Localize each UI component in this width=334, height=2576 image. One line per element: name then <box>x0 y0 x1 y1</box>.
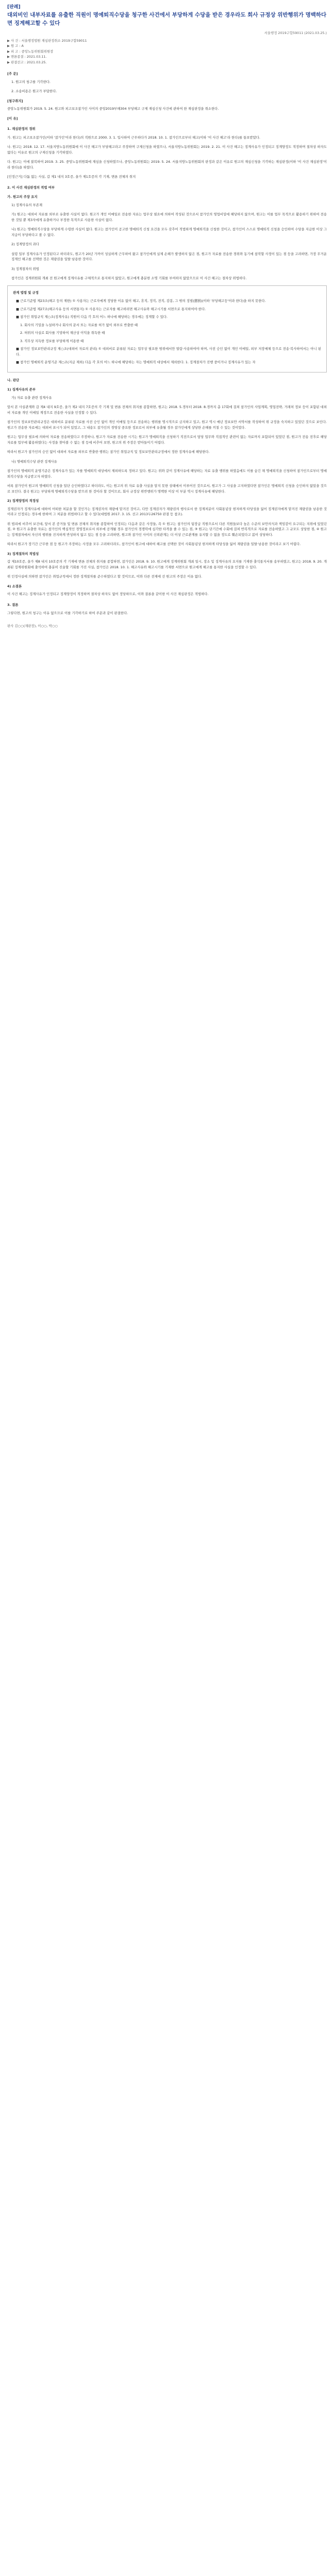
meta-closing: ▶ 변론종결 : 2021.03.11. <box>7 55 47 59</box>
order-item: 2. 소송비용은 원고가 부담한다. <box>11 89 57 93</box>
claim-title: [청구취지] <box>7 98 23 103</box>
box-item: ■ 참가인 취업규칙 제○조(징계사유) 직원이 다음 각 호의 어느 하나에 해당하는 경우에는 징계할 수 있다. <box>16 315 168 319</box>
paragraph: 1) 징계사유의 부존재 <box>11 202 43 207</box>
paragraph: 위 인정사실에 의하면 참가인은 취업규칙에서 정한 징계절차를 준수하였다고 할 것이므로, 이와 다른 전제에 선 원고의 주장은 이유 없다. <box>7 574 203 579</box>
paragraph: 다. 원고는 이에 불복하여 2019. 3. 25. 중앙노동위원회에 재심을 신청하였으나, 중앙노동위원회는 2019. 5. 24. 서울지방노동위원회의 판정과 같은 이유로 원고의 재심신청을 기각하는 재심판정(이하 '이 사건 재심판정'이라 한다)을 하였다. <box>7 160 327 170</box>
case-meta <box>7 38 327 65</box>
paragraph: 갑 제10호증, 을가 제8 내지 10호증의 각 기재에 변론 전체의 취지를 종합하면, 참가인은 2018. 9. 10. 원고에게 징계위원회 개최 일시, 장소 및 징계사유의 요지를 기재한 출석통지서를 송부하였고, 원고는 2018. 9. 20. 개최된 징계위원회에 출석하여 충분히 진술할 기회를 가진 사실, 참가인은 2018. 10. 1. 해고사유와 해고시기를 기재한 서면으로 원고에게 해고를 통지한 사실을 인정할 수 있다. <box>7 560 327 569</box>
section-heading: 3. 결론 <box>7 602 19 607</box>
paragraph: 따라서 원고가 장기간 근무한 점 등 원고가 주장하는 사정을 모두 고려하더라도, 참가인이 원고에 대하여 해고를 선택한 것이 사회통념상 현저하게 타당성을 잃어 재량권을 일탈·남용한 것이라고 보기 어렵다. <box>7 542 301 546</box>
meta-plaintiff: ▶ 원 고 : A <box>7 44 24 48</box>
box-item: ■ 참가인 정보보안관리규정 제○조(대외비 자료의 관리) ① 대외비로 분류된 자료는 업무상 필요한 범위에서만 열람·사용하여야 하며, 사전 승인 없이 개인 이메일, 외부 저장매체 등으로 전송·복사하여서는 아니 된다. <box>16 347 321 357</box>
paragraph: 위 법리에 비추어 보건대, 앞서 본 증거들 및 변론 전체의 취지를 종합하여 인정되는 다음과 같은 사정들, 즉 ① 원고는 참가인의 팀장급 직원으로서 다른 직원들보다 높은 수준의 보안의식과 책임감이 요구되는 지위에 있었던 점, ② 원고가 유출한 자료는 참가인의 핵심적인 경영정보로서 외부에 공개될 경우 참가인의 경쟁력에 심각한 타격을 줄 수 있는 점, ③ 원고는 단기간에 수회에 걸쳐 반복적으로 자료를 전송하였고 그 규모도 상당한 점, ④ 원고는 징계절차에서 자신의 행위를 진지하게 반성하지 않고 있는 점 등을 고려하면, 원고와 참가인 사이의 신뢰관계는 더 이상 근로관계를 유지할 수 없을 정도로 훼손되었다고 봄이 상당하다. <box>7 521 327 537</box>
claim-text: 중앙노동위원회가 2019. 5. 24. 원고와 피고보조참가인 사이의 중앙2019부해304 부당해고 구제 재심신청 사건에 관하여 한 재심판정을 취소한다. <box>7 107 219 111</box>
paragraph: 이 사건 해고는 징계사유가 인정되고 징계양정이 적정하며 절차상 하자도 없어 정당하므로, 이와 결론을 같이한 이 사건 재심판정은 적법하다. <box>7 592 209 596</box>
section-heading: 2. 이 사건 재심판정의 적법 여부 <box>7 185 55 190</box>
document-tag: [판례] <box>7 5 21 10</box>
judges-line: 판사 김○○(재판장), 이○○, 박○○ <box>7 623 58 628</box>
paragraph: 참가인은 징계위원회 개최 전 원고에게 징계사유를 구체적으로 통지하지 않았고, 원고에게 충분한 소명 기회를 부여하지 않았으므로 이 사건 해고는 절차상 위법하다. <box>11 276 247 280</box>
sub-heading: 1) 징계사유의 존부 <box>7 387 36 392</box>
box-item: ■ 근로기준법 제27조(해고사유 등의 서면통지) ① 사용자는 근로자를 해고하려면 해고사유와 해고시기를 서면으로 통지하여야 한다. <box>16 307 206 311</box>
paragraph: 가) 원고는 대외비 자료를 외부로 유출한 사실이 없다. 원고가 개인 이메일로 전송한 자료는 업무상 필요에 의하여 작성된 것으로서 참가인의 영업비밀에 해당하지 않으며, 원고는 이를 업무 목적으로 활용하기 위하여 전송한 것일 뿐 제3자에게 유출하거나 부정한 목적으로 사용한 사실이 없다. <box>11 212 327 222</box>
paragraph: 그렇다면, 원고의 청구는 이유 없으므로 이를 기각하기로 하여 주문과 같이 판결한다. <box>7 611 128 615</box>
case-number: 서울행정 2019구합59011 (2021.03.25.) <box>264 31 327 35</box>
sub-heading: 2) 징계양정의 적정성 <box>7 499 39 503</box>
order-title: [주 문] <box>7 72 18 76</box>
meta-defendant: ▶ 피 고 : 중앙노동위원회위원장 <box>7 49 54 54</box>
box-title: 관계 법령 및 규정 <box>13 290 39 295</box>
paragraph: [인정근거] 다툼 없는 사실, 갑 제1 내지 3호증, 을가 제1호증의 각 기재, 변론 전체의 취지 <box>7 175 136 179</box>
paragraph: 참가인의 명예퇴직 운영기준은 징계사유가 있는 자를 명예퇴직 대상에서 제외하도록 정하고 있다. 원고는 위와 같이 징계사유에 해당하는 자료 유출 행위를 하였음에도 이를 숨긴 채 명예퇴직을 신청하여 참가인으로부터 명예퇴직수당을 지급받고자 하였다. <box>7 469 327 479</box>
section-heading: 1. 재심판정의 경위 <box>7 127 36 131</box>
sub-heading: 가. 원고의 주장 요지 <box>7 195 38 199</box>
box-item: 3. 직무상 지득한 정보를 부당하게 이용한 때 <box>20 338 84 343</box>
sub-heading: 3) 징계절차의 적법성 <box>7 551 39 556</box>
paragraph: 앞서 본 사실관계와 갑 제4 내지 9호증, 을가 제2 내지 7호증의 각 기재 및 변론 전체의 취지를 종합하면, 원고는 2018. 5.경부터 2018. 8.경까지 총 17회에 걸쳐 참가인의 사업계획, 영업전략, 거래처 정보 등이 포함된 대외비 자료를 개인 이메일 계정으로 전송한 사실을 인정할 수 있다. <box>7 405 327 415</box>
paragraph: 2) 징계양정의 과다 <box>11 242 39 246</box>
sub-heading: 나. 판단 <box>7 378 20 382</box>
box-item: ■ 근로기준법 제23조(해고 등의 제한) ① 사용자는 근로자에게 정당한 이유 없이 해고, 휴직, 정직, 전직, 감봉, 그 밖의 징벌(懲罰)(이하 '부당해고등'이라 한다)을 하지 못한다. <box>16 299 266 303</box>
box-item: 2. 허위의 사실로 회사를 기망하여 재산상 이익을 취득한 때 <box>20 331 105 335</box>
meta-case: ▶ 사 건 : 서울행정법원 재심판정취소 2019구합59011 <box>7 38 87 43</box>
sub-heading: 4) 소결론 <box>7 584 22 588</box>
box-item: 1. 회사의 기밀을 누설하거나 회사의 문서 또는 자료를 허가 없이 외부로 반출한 때 <box>20 323 138 327</box>
law-reference-box <box>7 285 327 372</box>
paragraph: 비록 참가인이 원고의 명예퇴직 신청을 일단 승인하였다고 하더라도, 이는 원고의 위 자료 유출 사실을 알지 못한 상태에서 이루어진 것으로서, 원고가 그 사실을 고지하였다면 참가인은 명예퇴직 신청을 승인하지 않았을 것으로 보인다. 결국 원고는 부당하게 명예퇴직수당을 받으려 한 것이라 할 것이므로, 회사 규정상 위반행위가 명백한 이상 이 부분 역시 징계사유에 해당한다. <box>7 484 327 494</box>
order-item: 1. 원고의 청구를 기각한다. <box>11 79 51 84</box>
paragraph: 나. 원고는 2018. 12. 17. 서울지방노동위원회에 이 사건 해고가 부당해고라고 주장하며 구제신청을 하였으나, 서울지방노동위원회는 2019. 2. 21. 이 사건 해고는 징계사유가 인정되고 징계양정도 적정하며 절차상 하자도 없다는 이유로 원고의 구제신청을 기각하였다. <box>7 145 327 155</box>
paragraph: 가. 원고는 피고보조참가인(이하 '참가인'이라 한다)의 직원으로 2000. 3. 1. 입사하여 근무하다가 2018. 10. 1. 참가인으로부터 해고(이하 '이 사건 해고'라 한다)를 통보받았다. <box>7 135 260 140</box>
paragraph: 따라서 원고가 참가인의 승인 없이 대외비 자료를 외부로 반출한 행위는 참가인 취업규칙 및 정보보안관리규정에서 정한 징계사유에 해당한다. <box>7 450 210 454</box>
paragraph: 설령 일부 징계사유가 인정된다고 하더라도, 원고가 20년 가까이 성실하게 근무하여 왔고 참가인에게 실제 손해가 발생하지 않은 점, 원고가 자료를 전송한 경위와 동기에 참작할 사정이 있는 점 등을 고려하면, 가장 무거운 징계인 해고를 선택한 것은 재량권을 일탈·남용한 것이다. <box>11 251 327 261</box>
paragraph: 나) 원고는 명예퇴직수당을 부당하게 수령한 사실이 없다. 원고는 참가인이 공고한 명예퇴직 신청 요건을 모두 갖추어 적법하게 명예퇴직을 신청한 것이고, 참가인이 스스로 명예퇴직 신청을 승인하여 수당을 지급한 이상 그 지급이 부당하다고 볼 수 없다. <box>11 227 327 237</box>
document-title: 대외비인 내부자료를 유출한 직원이 명예퇴직수당을 청구한 사건에서 부당하게 수당을 받은 경우라도 회사 규정상 위반행위가 명백하다면 징계해고할 수 있다 <box>7 12 327 26</box>
reason-title: [이 유] <box>7 116 18 121</box>
paragraph: 징계권자가 징계사유에 대하여 어떠한 처분을 할 것인가는 징계권자의 재량에 맡겨진 것이고, 다만 징계권자가 재량권의 행사로서 한 징계처분이 사회통념상 현저하게 타당성을 잃어 징계권자에게 맡겨진 재량권을 남용한 것이라고 인정되는 경우에 한하여 그 처분을 위법하다고 할 수 있다(대법원 2017. 3. 15. 선고 2013두26750 판결 등 참조). <box>7 506 327 516</box>
meta-decision: ▶ 판결선고 : 2021.03.25. <box>7 60 47 64</box>
paragraph: 3) 징계절차의 위법 <box>11 266 39 271</box>
paragraph: 나) 명예퇴직수당 관련 징계사유 <box>11 459 57 464</box>
document-page <box>7 0 327 639</box>
paragraph: 참가인의 정보보안관리규정은 대외비로 분류된 자료를 사전 승인 없이 개인 이메일 등으로 전송하는 행위를 명시적으로 금지하고 있고, 원고 역시 매년 정보보안 서약서를 작성하여 위 규정을 숙지하고 있었던 것으로 보인다. 원고가 전송한 자료에는 대외비 표시가 되어 있었고, 그 내용도 참가인의 경영상 중요한 정보로서 외부에 유출될 경우 참가인에게 상당한 손해를 끼칠 수 있는 것이었다. <box>7 420 327 430</box>
paragraph: 가) 자료 유출 관련 징계사유 <box>11 395 52 400</box>
box-item: ■ 참가인 명예퇴직 운영기준 제○조(지급 제외) 다음 각 호의 어느 하나에 해당하는 자는 명예퇴직 대상에서 제외한다. 1. 징계절차가 진행 중이거나 징계사유가 있는 자 <box>16 360 256 364</box>
paragraph: 원고는 업무상 필요에 의하여 자료를 전송하였다고 주장하나, 원고가 자료를 전송한 시기는 원고가 명예퇴직을 신청하기 직전으로서 담당 업무와 직접적인 관련이 없는 자료까지 포함되어 있었던 점, 원고가 전송 전후로 해당 자료를 업무에 활용하였다는 사정을 찾아볼 수 없는 점 등에 비추어 보면, 원고의 위 주장은 받아들이기 어렵다. <box>7 435 327 445</box>
